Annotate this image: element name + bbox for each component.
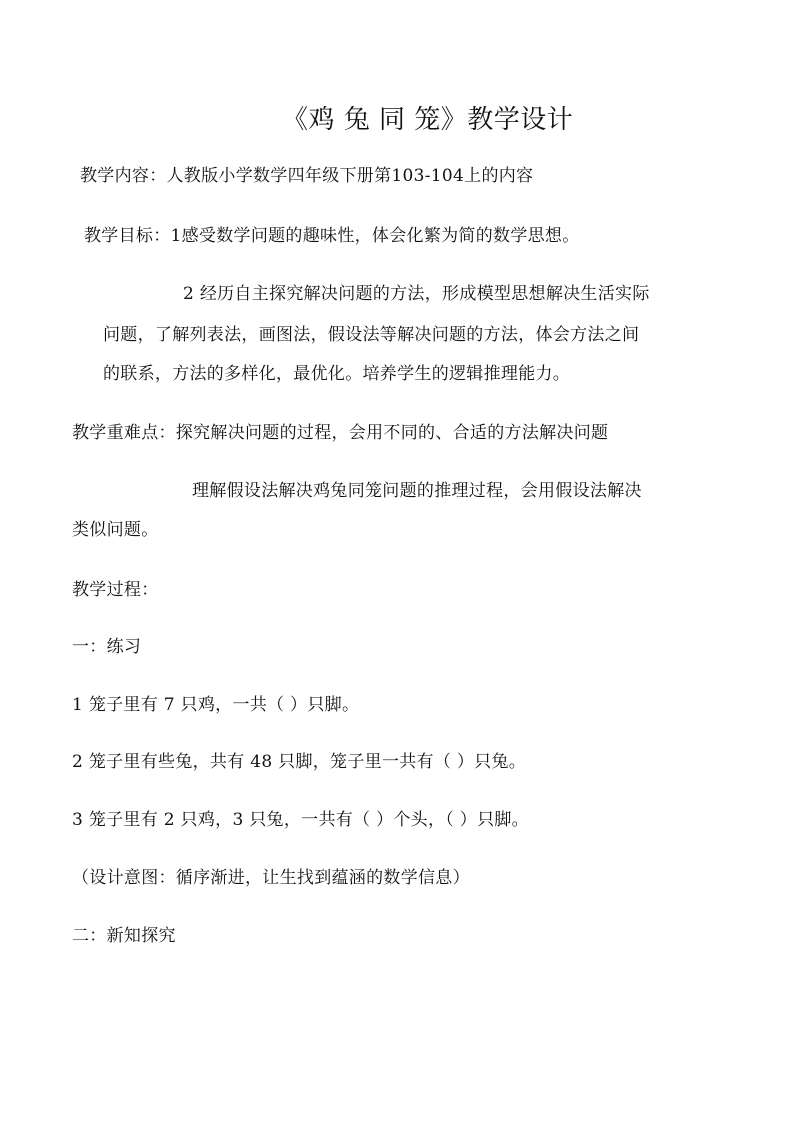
teaching-content: 教学内容：人教版小学数学四年级下册第103-104上的内容: [80, 166, 534, 186]
design-intent: （设计意图：循序渐进，让生找到蕴涵的数学信息）: [72, 868, 470, 888]
process-heading: 教学过程：: [72, 580, 159, 600]
practice-question-2: 2 笼子里有些兔，共有 48 只脚，笼子里一共有（ ）只兔。: [72, 752, 527, 772]
key-points-1: 教学重难点：探究解决问题的过程，会用不同的、合适的方法解决问题: [72, 423, 609, 443]
teaching-goal-1: 教学目标：1感受数学问题的趣味性，体会化繁为简的数学思想。: [84, 226, 580, 246]
key-points-2-cont: 类似问题。: [72, 520, 159, 540]
practice-question-1: 1 笼子里有 7 只鸡，一共（ ）只脚。: [72, 695, 360, 715]
key-points-2: 理解假设法解决鸡兔同笼问题的推理过程，会用假设法解决: [192, 481, 642, 501]
teaching-goal-2-cont-1: 问题，了解列表法，画图法，假设法等解决问题的方法，体会方法之间: [103, 325, 640, 345]
document-title: 《鸡 兔 同 笼》教学设计: [282, 105, 574, 135]
practice-question-3: 3 笼子里有 2 只鸡，3 只兔，一共有（ ）个头，（ ）只脚。: [72, 810, 529, 830]
teaching-goal-2-cont-2: 的联系，方法的多样化，最优化。培养学生的逻辑推理能力。: [103, 364, 571, 384]
teaching-goal-2: 2 经历自主探究解决问题的方法，形成模型思想解决生活实际: [183, 284, 650, 304]
section-1-heading: 一：练习: [72, 637, 142, 657]
section-2-heading: 二：新知探究: [72, 926, 176, 946]
